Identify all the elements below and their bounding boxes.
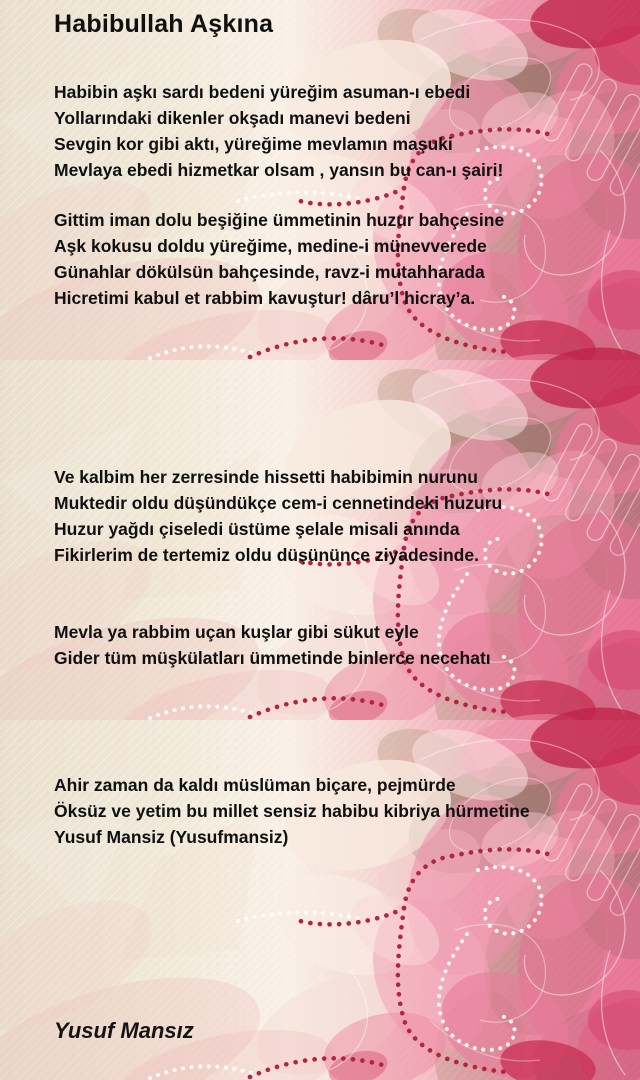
poem-line: Ve kalbim her zerresinde hissetti habibimin nurunu <box>54 467 478 487</box>
stanza-5 <box>54 772 616 850</box>
stanza-1 <box>54 79 616 183</box>
poem-line: Huzur yağdı çiseledi üstüme şelale misali anında <box>54 519 460 539</box>
poem-line: Hicretimi kabul et rabbim kavuştur! dâru’l hicray’a. <box>54 288 476 308</box>
poem-line: Aşk kokusu doldu yüreğime, medine-i münevverede <box>54 236 487 256</box>
poem-title: Habibullah Aşkına <box>54 10 274 38</box>
poem-line: Sevgin kor gibi aktı, yüreğime mevlamın maşuki <box>54 134 453 154</box>
poem-line: Mevla ya rabbim uçan kuşlar gibi sükut eyle <box>54 622 419 642</box>
poem-line: Habibin aşkı sardı bedeni yüreğim asuman-ı ebedi <box>54 82 471 102</box>
poem-line: Gittim iman dolu beşiğine ümmetinin huzur bahçesine <box>54 210 505 230</box>
poem-line: Ahir zaman da kaldı müslüman biçare, pejmürde <box>54 775 456 795</box>
poem-line: Yollarındaki dikenler okşadı manevi bedeni <box>54 108 411 128</box>
stanza-4 <box>54 619 616 671</box>
poem-line: Yusuf Mansiz (Yusufmansiz) <box>54 827 289 847</box>
poem-line: Muktedir oldu düşündükçe cem-i cennetindeki huzuru <box>54 493 503 513</box>
poem-line: Gider tüm müşkülatları ümmetinde binlerce necehatı <box>54 648 491 668</box>
stanza-2 <box>54 207 616 311</box>
poem-line: Fikirlerim de tertemiz oldu düşününce ziyadesinde. <box>54 545 479 565</box>
poem-line: Günahlar dökülsün bahçesinde, ravz-i mutahharada <box>54 262 485 282</box>
stanza-3 <box>54 464 616 568</box>
poem-line: Mevlaya ebedi hizmetkar olsam , yansın bu can-ı şairi! <box>54 160 504 180</box>
poem-author: Yusuf Mansız <box>54 1018 194 1043</box>
poem-line: Öksüz ve yetim bu millet sensiz habibu kibriya hürmetine <box>54 801 530 821</box>
